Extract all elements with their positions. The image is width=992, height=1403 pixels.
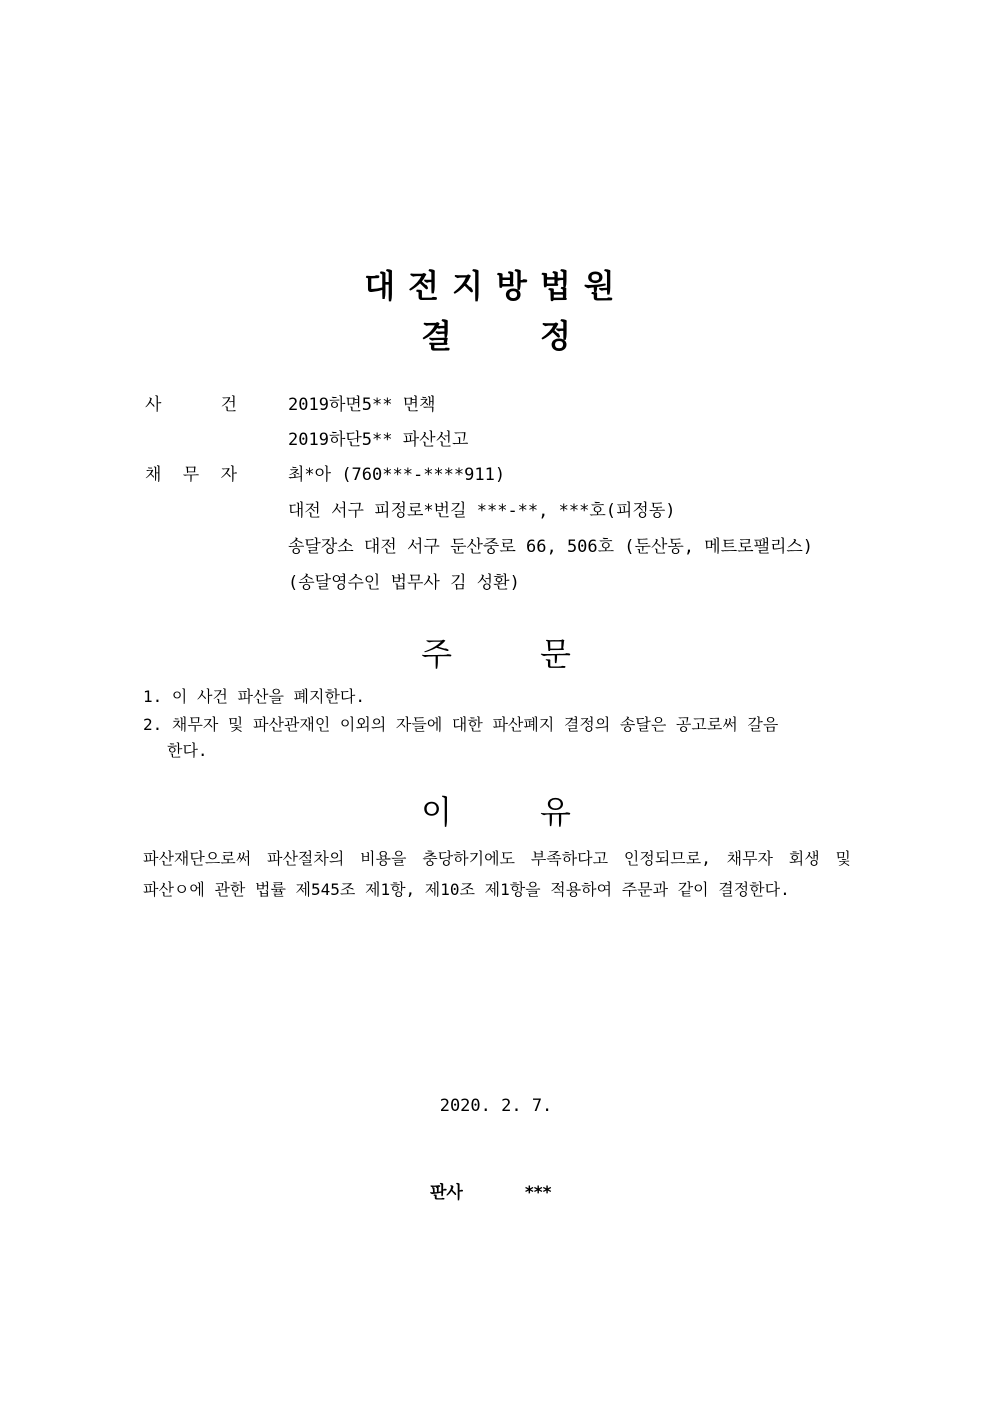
decision-date: 2020. 2. 7.	[439, 1096, 553, 1116]
court-name: 대전지방법원	[364, 267, 628, 305]
order-item: 2. 채무자 및 파산관재인 이외의 자들에 대한 파산폐지 결정의 송달은 공고로써 갈음	[143, 715, 779, 734]
document-title	[0, 312, 992, 360]
judge-signature	[430, 1181, 552, 1205]
debtor-delivery-address: 송달장소 대전 서구 둔산중로 66, 506호 (둔산동, 메트로팰리스)	[288, 537, 814, 557]
document-title-left: 결	[421, 317, 452, 355]
judge-name: ***	[524, 1183, 552, 1203]
judge-title: 판사	[430, 1183, 463, 1203]
debtor-label: 채 무 자	[145, 465, 237, 485]
order-item-continuation: 한다.	[167, 741, 208, 760]
order-item: 1. 이 사건 파산을 폐지한다.	[143, 687, 365, 706]
reason-text: 파산재단으로써 파산절차의 비용을 충당하기에도 부족하다고 인정되므로, 채무자 회생 및 파산ㅇ에 관한 법률 제545조 제1항, 제10조 제1항을 적용하여 주문과 같이 결정한다.	[143, 849, 851, 899]
debtor-name: 최*아 (760***-****911)	[288, 465, 506, 485]
case-label: 사 건	[145, 395, 237, 415]
case-number-discharge: 2019하면5** 면책	[288, 395, 436, 415]
order-heading: 주 문	[421, 635, 571, 673]
debtor-delivery-agent: (송달영수인 법무사 김 성환)	[288, 573, 520, 593]
debtor-address: 대전 서구 피정로*번길 ***-**, ***호(피정동)	[288, 501, 676, 521]
reason-heading: 이 유	[421, 793, 571, 831]
document-title-right: 정	[540, 317, 571, 355]
case-number-bankruptcy: 2019하단5** 파산선고	[288, 430, 469, 450]
